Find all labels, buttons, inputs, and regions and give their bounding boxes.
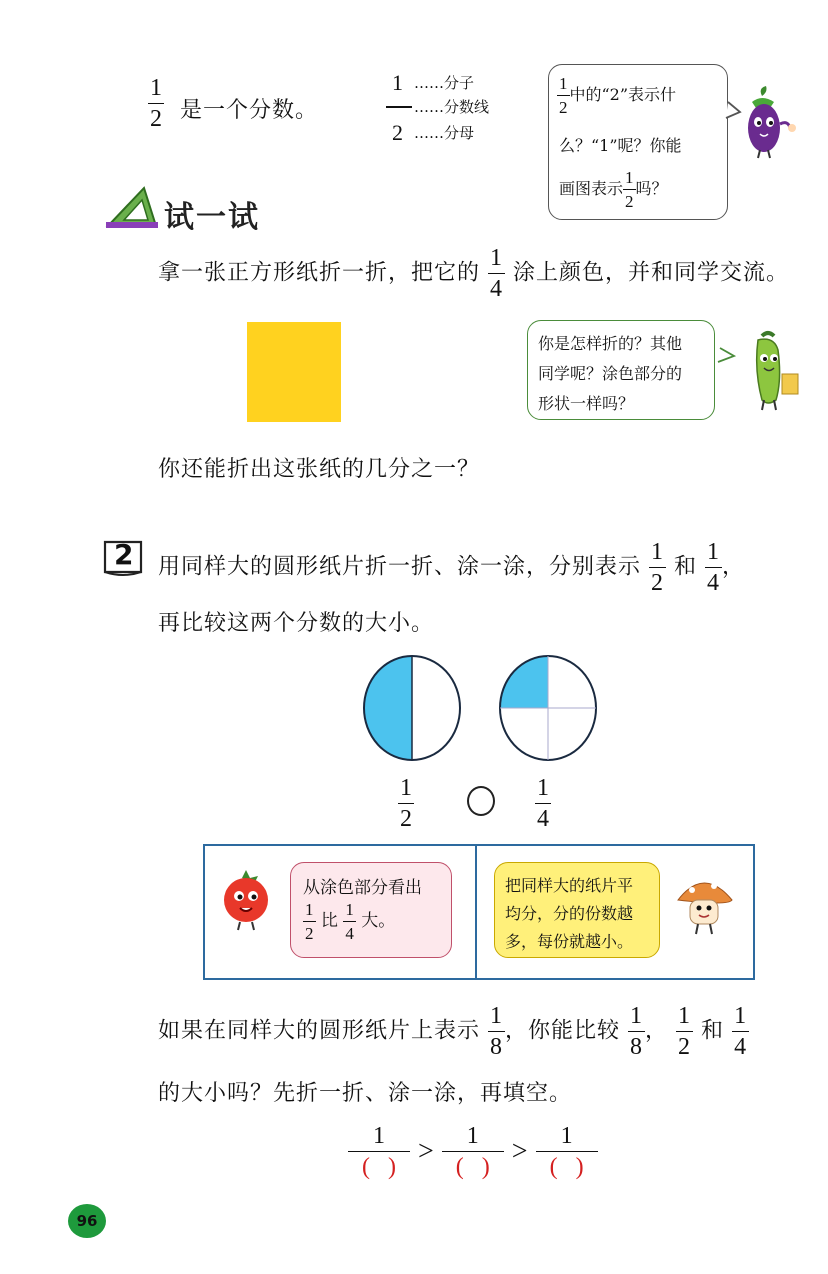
triangle-ruler-icon	[104, 184, 160, 230]
intro-statement: 是一个分数。	[180, 98, 319, 123]
eggplant-speech-bubble: $\frac{1}{2}$ 中的“2”表示什 么？“1”呢？你能 画图表示 $\frac{1}{2}$ 吗？	[548, 64, 728, 220]
fraction-half-p2: $\frac{1}{2}$	[651, 539, 665, 596]
tomato-mascot-icon	[216, 868, 278, 932]
fraction-one-quarter: $\frac{1}{4}$	[490, 245, 504, 302]
circle-half-shaded	[360, 652, 464, 762]
blank-fraction-2[interactable]: $\frac{1}{( )}$	[442, 1124, 504, 1179]
caption-half: $\frac{1}{2}$	[400, 775, 412, 832]
mushroom-mascot-icon	[672, 870, 738, 936]
compare-circle-blank[interactable]	[467, 786, 495, 816]
page-number-badge: 96	[68, 1204, 106, 1238]
bubble-fraction-half-2: $\frac{1}{2}$	[625, 168, 634, 211]
fraction-line-label: ……分数线	[414, 98, 490, 116]
mushroom-speech-bubble: 把同样大的纸片平 均分，分的份数越 多，每份就越小。	[494, 862, 660, 958]
bubble-fraction-half: $\frac{1}{2}$	[559, 74, 568, 117]
eggplant-mascot-icon	[722, 82, 802, 162]
problem2-line2: 再比较这两个分数的大小。	[158, 611, 435, 636]
problem-number-badge: 2	[104, 538, 144, 574]
fraction-line	[386, 106, 412, 108]
denominator-digit: 2	[392, 120, 403, 145]
cucumber-mascot-icon	[712, 328, 808, 414]
fill-in-inequality: $\frac{1}{( )}$ > $\frac{1}{( )}$ > $\frac{1}{( )}$	[348, 1124, 598, 1179]
caption-quarter: $\frac{1}{4}$	[537, 775, 549, 832]
blank-fraction-1[interactable]: $\frac{1}{( )}$	[348, 1124, 410, 1179]
intro-fraction	[148, 76, 164, 131]
fraction-one-half: $\frac{1}{2}$	[150, 75, 162, 132]
blank-fraction-3[interactable]: $\frac{1}{( )}$	[536, 1124, 598, 1179]
circle-quarter-shaded	[496, 652, 600, 762]
section-title-try: 试一试	[164, 200, 260, 235]
question-more-fractions: 你还能折出这张纸的几分之一？	[158, 457, 481, 482]
frame-divider	[475, 846, 477, 978]
tomato-speech-bubble: 从涂色部分看出 $\frac{1}{2}$ 比 $\frac{1}{4}$ 大。	[290, 862, 452, 958]
cucumber-speech-bubble: 你是怎样折的？其他 同学呢？涂色部分的 形状一样吗？	[527, 320, 715, 420]
followup-line2: 的大小吗？先折一折、涂一涂，再填空。	[158, 1081, 573, 1106]
denominator-label: ……分母	[414, 124, 475, 142]
try-instruction: 拿一张正方形纸折一折，把它的 $\frac{1}{4}$ 涂上颜色，并和同学交流。	[158, 245, 790, 302]
problem2-line1: 用同样大的圆形纸片折一折、涂一涂，分别表示 $\frac{1}{2}$ 和 $\frac{1}{4}$ ，	[158, 539, 746, 596]
followup-line1: 如果在同样大的圆形纸片上表示 $\frac{1}{8}$ ，你能比较 $\frac{1}{8}$ ， $\frac{1}{2}$ 和 $\frac{1}{4}$	[158, 1003, 748, 1060]
numerator-digit: 1	[392, 70, 403, 95]
numerator-label: ……分子	[414, 74, 475, 92]
square-paper	[247, 322, 341, 422]
fraction-parts-diagram	[384, 66, 524, 150]
fraction-quarter-p2: $\frac{1}{4}$	[707, 539, 721, 596]
